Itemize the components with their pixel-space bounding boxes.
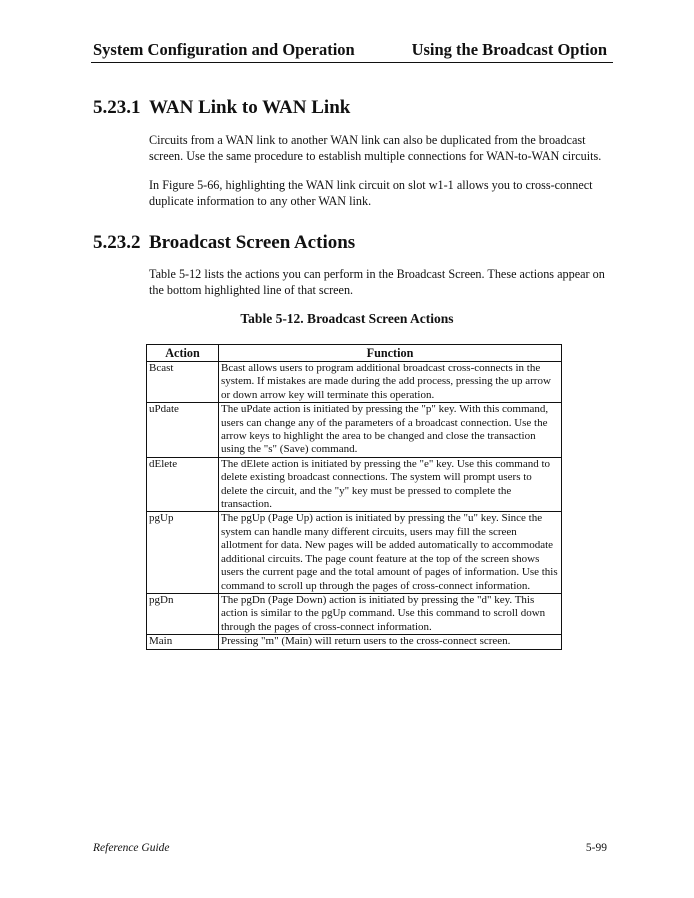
table-row — [147, 457, 562, 512]
section-number: 5.23.1 — [93, 97, 141, 118]
table-row — [147, 403, 562, 458]
header-rule — [91, 62, 613, 63]
function-cell: The dElete action is initiated by pressing the "e" key. Use this command to delete existing broadcast connections. The system will prompt users to delete the circuit, and the "y" key must be pressed to complete the transaction. — [219, 457, 562, 512]
action-cell: dElete — [147, 457, 219, 512]
action-cell: uPdate — [147, 403, 219, 458]
table-row — [147, 635, 562, 649]
table-row — [147, 362, 562, 403]
paragraph: In Figure 5-66, highlighting the WAN link circuit on slot w1-1 allows you to cross-connect duplicate information to any other WAN link. — [149, 178, 593, 208]
table-caption: Table 5-12. Broadcast Screen Actions — [240, 311, 454, 326]
section-heading-broadcast-actions — [93, 232, 355, 254]
function-cell: The pgUp (Page Up) action is initiated by pressing the "u" key. Since the system can handle many different circuits, users may fill the screen allotment for data. New pages will be added automatically to accommodate additional circuits. The page count feature at the top of the screen shows users the current page and the total amount of pages of information. Use this command to scroll up through the pages of cross-connect information. — [219, 512, 562, 593]
column-header-action: Action — [147, 345, 219, 362]
section-heading-wan-link — [93, 97, 350, 119]
action-cell: Bcast — [147, 362, 219, 403]
table-header-row — [147, 345, 562, 362]
header-chapter-title: System Configuration and Operation — [93, 40, 355, 59]
table-row — [147, 593, 562, 634]
action-cell: pgDn — [147, 593, 219, 634]
function-cell: The pgDn (Page Down) action is initiated by pressing the "d" key. This action is similar to the pgUp command. Use this command to scroll down through the pages of cross-connect information. — [219, 593, 562, 634]
function-cell: Pressing "m" (Main) will return users to the cross-connect screen. — [219, 635, 562, 649]
broadcast-actions-table — [146, 344, 562, 650]
action-cell: pgUp — [147, 512, 219, 593]
column-header-function: Function — [219, 345, 562, 362]
paragraph: Table 5-12 lists the actions you can perform in the Broadcast Screen. These actions appear on the bottom highlighted line of that screen. — [149, 267, 605, 297]
paragraph: Circuits from a WAN link to another WAN link can also be duplicated from the broadcast screen. Use the same procedure to establish multiple connections for WAN-to-WAN circuits. — [149, 133, 602, 163]
page-number: 5-99 — [585, 842, 607, 854]
section-title: WAN Link to WAN Link — [149, 97, 351, 118]
header-section-title: Using the Broadcast Option — [411, 40, 607, 59]
footer-document-title: Reference Guide — [93, 842, 170, 854]
action-cell: Main — [147, 635, 219, 649]
function-cell: The uPdate action is initiated by pressing the "p" key. With this command, users can change any of the parameters of a broadcast connection. Use the arrow keys to highlight the area to be changed and close the transaction using the "s" (Save) command. — [219, 403, 562, 458]
function-cell: Bcast allows users to program additional broadcast cross-connects in the system. If mistakes are made during the add process, pressing the up arrow or down arrow key will terminate this operation. — [219, 362, 562, 403]
table-row — [147, 512, 562, 593]
section-title: Broadcast Screen Actions — [149, 232, 356, 253]
section-number: 5.23.2 — [93, 232, 141, 253]
